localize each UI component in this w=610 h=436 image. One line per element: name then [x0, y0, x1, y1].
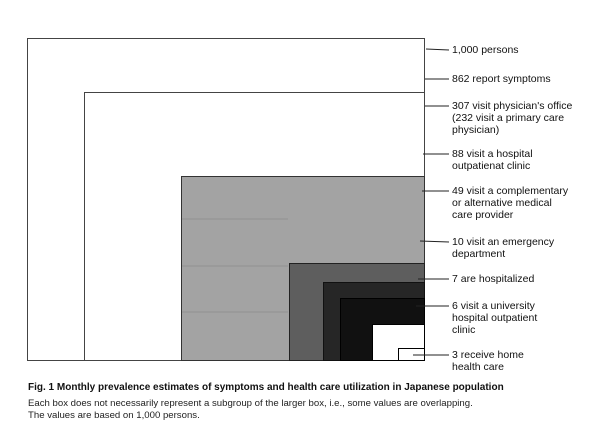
label-line: 88 visit a hospital [452, 148, 533, 160]
label-line: 307 visit physician's office [452, 100, 573, 112]
label-line: hospital outpatient [452, 312, 538, 324]
leader-line-emergency-department [420, 241, 449, 242]
figure-number: Fig. 1 [28, 382, 55, 393]
figure-note-line-1: Each box does not necessarily represent a subgroup of the larger box, i.e., some values are overlapping. [28, 398, 473, 409]
label-line: 6 visit a university [452, 300, 535, 312]
label-line: outpatienat clinic [452, 160, 531, 172]
label-line: physician) [452, 124, 500, 136]
label-line: 10 visit an emergency [452, 236, 555, 248]
label-line: (232 visit a primary care [452, 112, 565, 124]
label-line: department [452, 248, 506, 260]
label-line: 1,000 persons [452, 44, 519, 56]
label-line: 7 are hospitalized [452, 273, 535, 285]
figure-title: Monthly prevalence estimates of symptoms and health care utilization in Japanese population [56, 382, 504, 393]
label-line: clinic [452, 324, 476, 336]
label-line: 3 receive home [452, 349, 524, 361]
label-line: 49 visit a complementary [452, 185, 569, 197]
label-line: health care [452, 361, 504, 373]
label-line: or alternative medical [452, 197, 552, 209]
figure-note-line-2: The values are based on 1,000 persons. [28, 410, 200, 421]
label-line: care provider [452, 209, 514, 221]
leader-line-total [426, 49, 449, 50]
figure-caption-title [28, 382, 504, 393]
label-line: 862 report symptoms [452, 73, 551, 85]
